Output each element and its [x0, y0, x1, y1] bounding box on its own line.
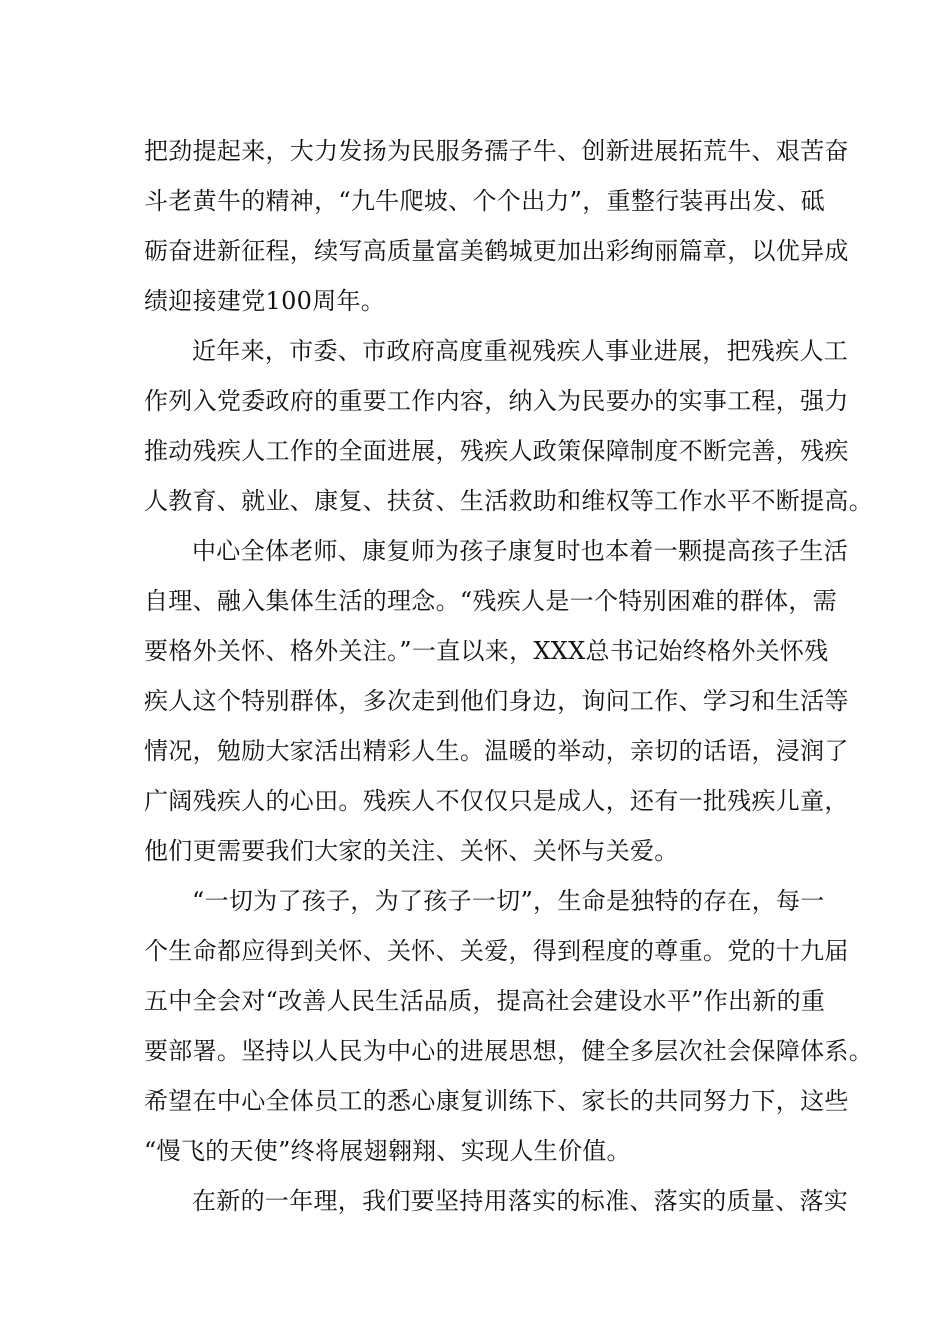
paragraph-line: 广阔残疾人的心田。残疾人不仅仅只是成人，还有一批残疾儿童，	[144, 787, 849, 815]
paragraph-line: 要格外关怀、格外关注。”一直以来，XXX总书记始终格外关怀残	[144, 637, 829, 665]
paragraph-line: 要部署。坚持以人民为中心的进展思想，健全多层次社会保障体系。	[144, 1037, 873, 1065]
paragraph-line: 砺奋进新征程，续写高质量富美鹤城更加出彩绚丽篇章，以优异成	[144, 237, 849, 265]
paragraph-line: 自理、融入集体生活的理念。“残疾人是一个特别困难的群体，需	[144, 587, 837, 615]
paragraph-line: 绩迎接建党100周年。	[144, 287, 386, 315]
paragraph-line: 人教育、就业、康复、扶贫、生活救助和维权等工作水平不断提高。	[144, 487, 873, 515]
paragraph-line: 个生命都应得到关怀、关怀、关爱，得到程度的尊重。党的十九届	[144, 937, 849, 965]
paragraph-line: 在新的一年理，我们要坚持用落实的标准、落实的质量、落实	[192, 1187, 849, 1215]
paragraph-line: 中心全体老师、康复师为孩子康复时也本着一颗提高孩子生活	[192, 537, 849, 565]
paragraph-line: 他们更需要我们大家的关注、关怀、关怀与关爱。	[144, 837, 679, 865]
paragraph-line: 疾人这个特别群体，多次走到他们身边，询问工作、学习和生活等	[144, 687, 849, 715]
paragraph-line: “一切为了孩子，为了孩子一切”，生命是独特的存在，每一	[192, 887, 825, 915]
paragraph-line: “慢飞的天使”终将展翅翱翔、实现人生价值。	[144, 1137, 631, 1165]
paragraph-line: 希望在中心全体员工的悉心康复训练下、家长的共同努力下，这些	[144, 1087, 849, 1115]
paragraph-line: 推动残疾人工作的全面进展，残疾人政策保障制度不断完善，残疾	[144, 437, 849, 465]
paragraph-line: 作列入党委政府的重要工作内容，纳入为民要办的实事工程，强力	[144, 387, 849, 415]
paragraph-line: 情况，勉励大家活出精彩人生。温暖的举动，亲切的话语，浸润了	[144, 737, 849, 765]
paragraph-line: 五中全会对“改善人民生活品质，提高社会建设水平”作出新的重	[144, 987, 826, 1015]
document-body	[144, 126, 873, 1226]
paragraph-line: 斗老黄牛的精神，“九牛爬坡、个个出力”，重整行装再出发、砥	[144, 187, 826, 215]
paragraph-line: 把劲提起来，大力发扬为民服务孺子牛、创新进展拓荒牛、艰苦奋	[144, 137, 849, 165]
paragraph-line: 近年来，市委、市政府高度重视残疾人事业进展，把残疾人工	[192, 337, 849, 365]
